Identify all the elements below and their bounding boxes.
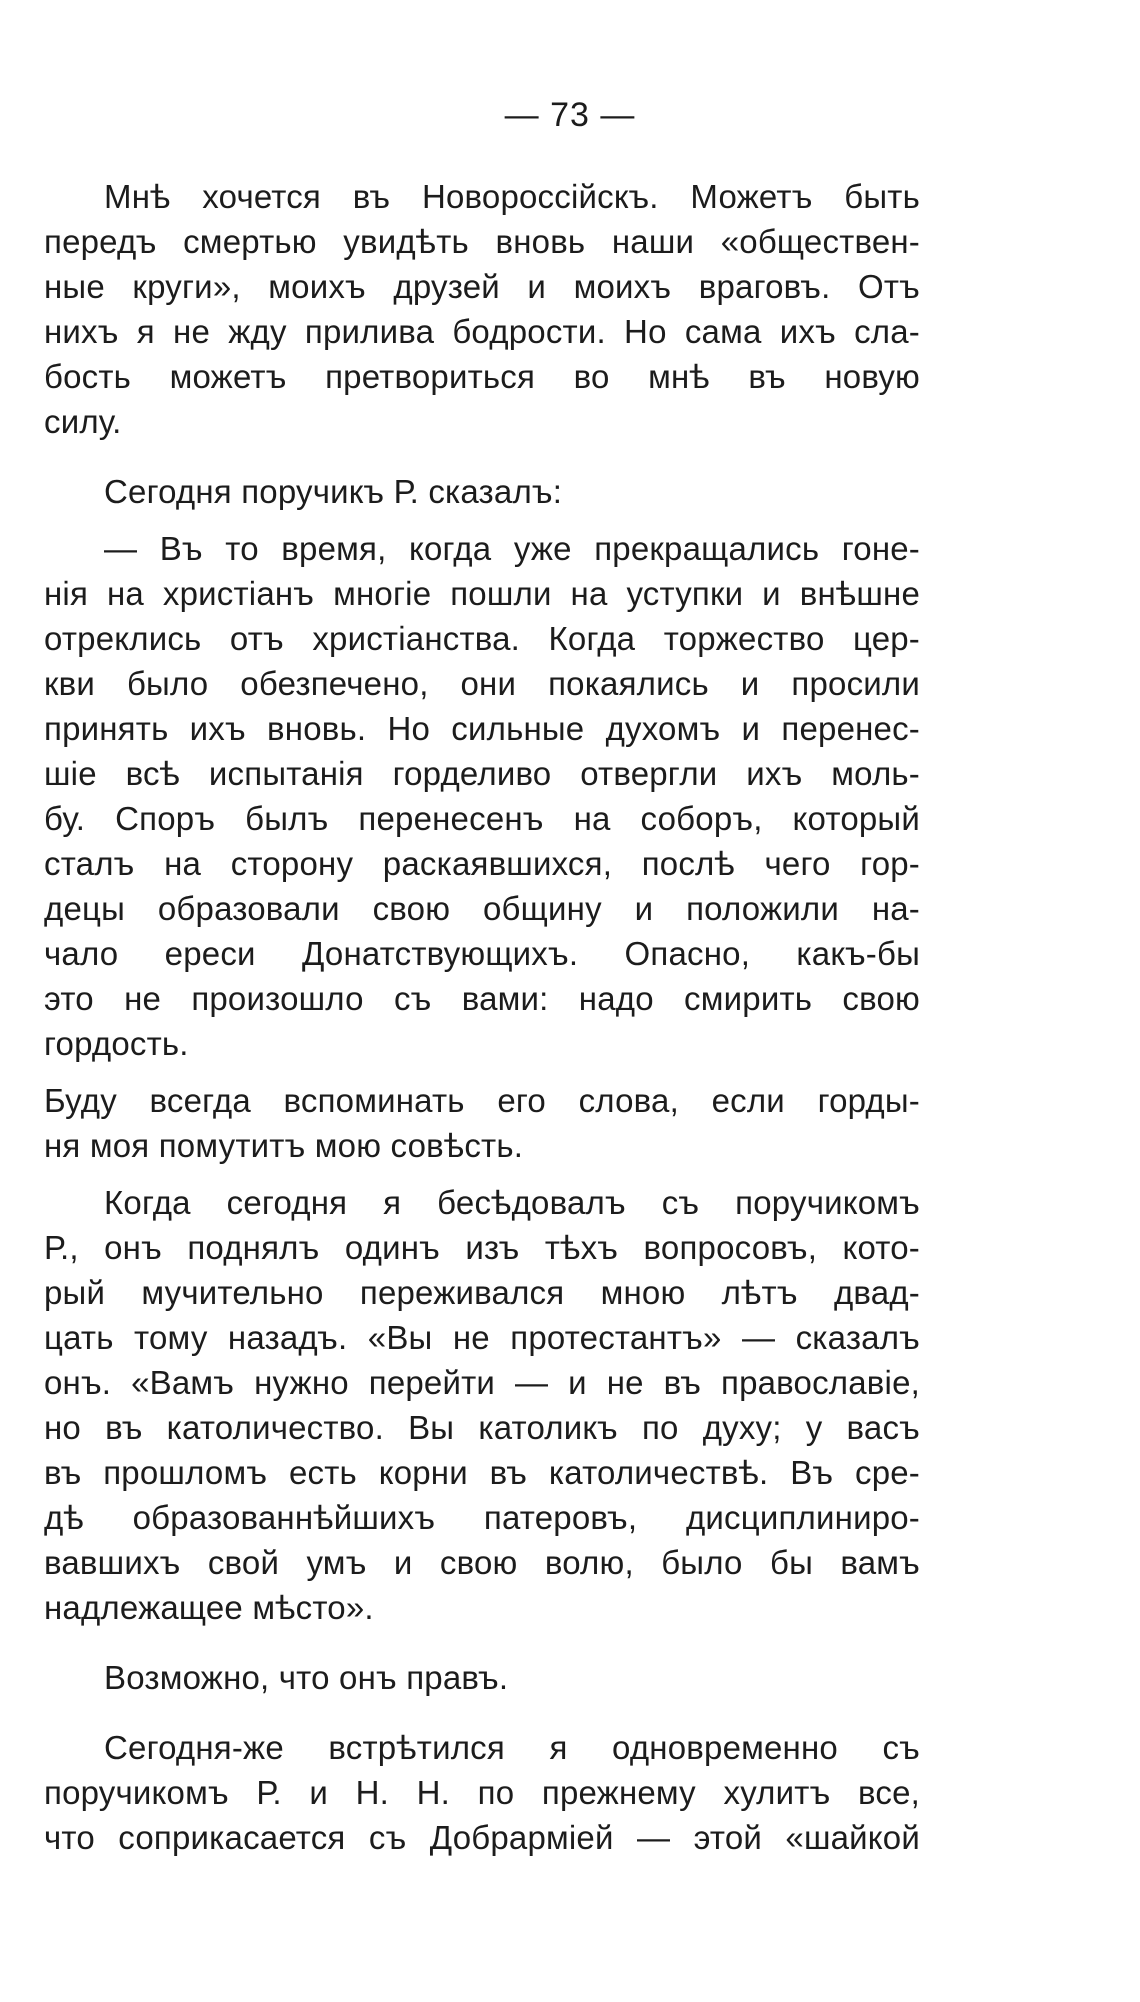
- text-line: нихъ я не жду прилива бодрости. Но сама ихъ сла-: [44, 313, 920, 350]
- text-line: вавшихъ свой умъ и свою волю, было бы вамъ: [44, 1544, 920, 1581]
- text-line: Возможно, что онъ правъ.: [104, 1659, 509, 1696]
- text-line: въ прошломъ есть корни въ католичествѣ. Въ сре-: [44, 1454, 920, 1491]
- text-line: что соприкасается съ Добрарміей — этой «шайкой: [44, 1819, 920, 1856]
- paragraph-gap: [44, 514, 920, 526]
- page-number: — 73 —: [504, 96, 636, 134]
- paragraph-gap: [44, 444, 920, 469]
- text-line: бу. Споръ былъ перенесенъ на соборъ, который: [44, 800, 920, 837]
- paragraph-gap: [44, 1066, 920, 1078]
- text-line: принять ихъ вновь. Но сильные духомъ и перенес-: [44, 710, 920, 747]
- text-line: цать тому назадъ. «Вы не протестантъ» — сказалъ: [44, 1319, 920, 1356]
- body-text: [44, 174, 920, 1860]
- text-line: Р., онъ поднялъ одинъ изъ тѣхъ вопросовъ, кото-: [44, 1229, 920, 1266]
- text-line: поручикомъ Р. и Н. Н. по прежнему хулитъ все,: [44, 1774, 920, 1811]
- text-line: кви было обезпечено, они покаялись и просили: [44, 665, 920, 702]
- text-line: нія на христіанъ многіе пошли на уступки и внѣшне: [44, 575, 920, 612]
- paragraph-gap: [44, 1700, 920, 1725]
- text-line: ные круги», моихъ друзей и моихъ враговъ. Отъ: [44, 268, 920, 305]
- text-line: передъ смертью увидѣть вновь наши «обществен-: [44, 223, 920, 260]
- text-line: ня моя помутитъ мою совѣсть.: [44, 1127, 524, 1164]
- text-line: онъ. «Вамъ нужно перейти — и не въ православіе,: [44, 1364, 920, 1401]
- text-line: рый мучительно переживался мною лѣтъ двад-: [44, 1274, 920, 1311]
- paragraph-gap: [44, 1168, 920, 1180]
- text-line: Когда сегодня я бесѣдовалъ съ поручикомъ: [104, 1184, 920, 1221]
- text-line: дѣ образованнѣйшихъ патеровъ, дисциплиниро-: [44, 1499, 920, 1536]
- text-line: но въ католичество. Вы католикъ по духу; у васъ: [44, 1409, 920, 1446]
- text-line: сталъ на сторону раскаявшихся, послѣ чего гор-: [44, 845, 920, 882]
- text-line: шіе всѣ испытанія горделиво отвергли ихъ моль-: [44, 755, 920, 792]
- text-line: децы образовали свою общину и положили на-: [44, 890, 920, 927]
- text-line: бость можетъ претвориться во мнѣ въ новую: [44, 358, 920, 395]
- paragraph-gap: [44, 1630, 920, 1655]
- text-line: Буду всегда вспоминать его слова, если горды-: [44, 1082, 920, 1119]
- text-line: Сегодня-же встрѣтился я одновременно съ: [104, 1729, 920, 1766]
- text-line: надлежащее мѣсто».: [44, 1589, 374, 1626]
- text-line: Мнѣ хочется въ Новороссійскъ. Можетъ быть: [104, 178, 920, 215]
- text-line: это не произошло съ вами: надо смирить свою: [44, 980, 920, 1017]
- text-line: отреклись отъ христіанства. Когда торжество цер-: [44, 620, 920, 657]
- text-line: чало ереси Донатствующихъ. Опасно, какъ-бы: [44, 935, 920, 972]
- text-line: Сегодня поручикъ Р. сказалъ:: [104, 473, 563, 510]
- text-line: — Въ то время, когда уже прекращались гоне-: [104, 530, 920, 567]
- text-line: гордость.: [44, 1025, 189, 1062]
- text-line: силу.: [44, 403, 122, 440]
